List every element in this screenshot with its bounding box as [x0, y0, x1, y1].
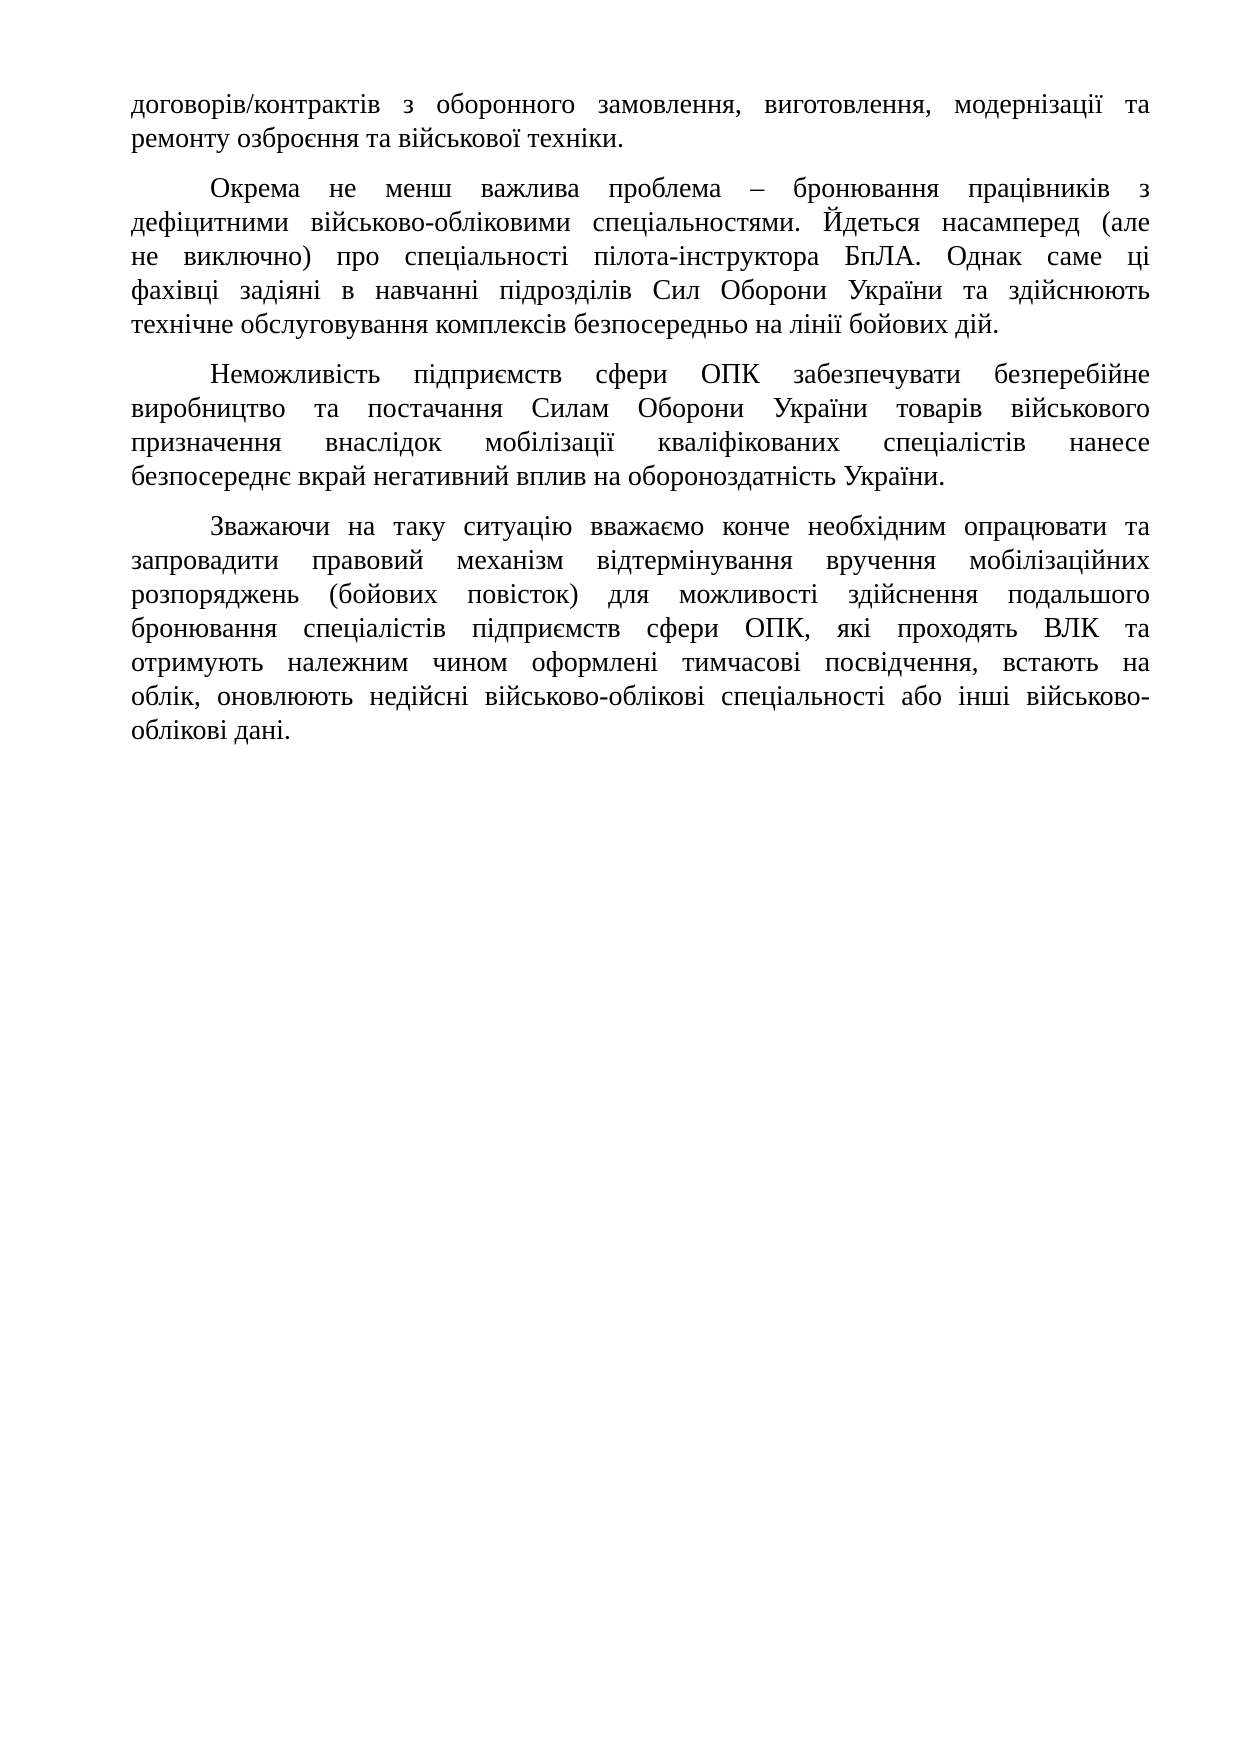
text-line: Неможливість підприємств сфери ОПК забезпечувати безперебійне: [210, 359, 1150, 390]
text-line: облік, оновлюють недійсні військово-облікові спеціальності або інші військово-: [131, 681, 1150, 712]
text-line: Зважаючи на таку ситуацію вважаємо конче необхідним опрацювати та: [210, 511, 1150, 542]
text-line: технічне обслуговування комплексів безпосередньо на лінії бойових дій.: [131, 309, 1000, 340]
paragraph-contracts-continuation: [131, 88, 1150, 156]
text-line: Окрема не менш важлива проблема – бронювання працівників з: [210, 173, 1150, 204]
text-line: розпоряджень (бойових повісток) для можливості здійснення подальшого: [131, 579, 1150, 610]
text-line: дефіцитними військово-обліковими спеціальностями. Йдеться насамперед (але: [131, 207, 1150, 238]
text-line: договорів/контрактів з оборонного замовлення, виготовлення, модернізації та: [131, 89, 1150, 120]
text-line: виробництво та постачання Силам Оборони України товарів військового: [131, 393, 1150, 424]
text-line: облікові дані.: [131, 715, 291, 746]
text-line: ремонту озброєння та військової техніки.: [131, 123, 624, 154]
paragraph-defense-industry-impact: [131, 358, 1150, 494]
paragraph-proposed-mechanism: [131, 510, 1150, 748]
paragraph-reservation-problem: [131, 172, 1150, 342]
text-line: отримують належним чином оформлені тимчасові посвідчення, встають на: [131, 647, 1150, 678]
text-line: фахівці задіяні в навчанні підрозділів Сил Оборони України та здійснюють: [131, 275, 1150, 306]
page-content: [131, 88, 1150, 764]
text-line: не виключно) про спеціальності пілота-інструктора БпЛА. Однак саме ці: [131, 241, 1150, 272]
text-line: безпосереднє вкрай негативний вплив на обороноздатність України.: [131, 461, 946, 492]
text-line: запровадити правовий механізм відтермінування вручення мобілізаційних: [131, 545, 1150, 576]
text-line: призначення внаслідок мобілізації кваліфікованих спеціалістів нанесе: [131, 427, 1150, 458]
text-line: бронювання спеціалістів підприємств сфери ОПК, які проходять ВЛК та: [131, 613, 1150, 644]
